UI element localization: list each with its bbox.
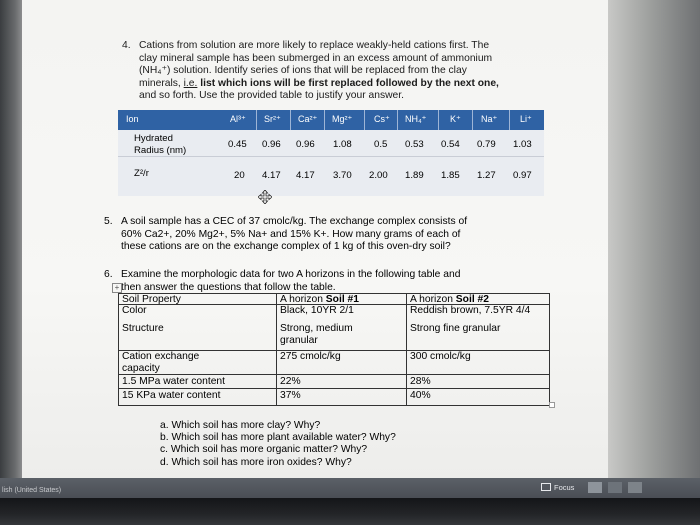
sub-questions-list — [160, 420, 396, 469]
ion-header-cell: K⁺ — [450, 114, 461, 124]
list-item: b. Which soil has more plant available water? Why? — [160, 432, 396, 444]
list-item: d. Which soil has more iron oxides? Why? — [160, 456, 352, 468]
z2r-cell: 4.17 — [262, 170, 281, 181]
property-cell: 15 KPa water content — [122, 390, 221, 401]
question-number: 4. — [122, 40, 131, 51]
ion-header-cell: Na⁺ — [481, 114, 498, 124]
soil1-cell: 275 cmolc/kg — [280, 351, 341, 362]
radius-cell: 0.54 — [441, 139, 460, 150]
question-text-line: A soil sample has a CEC of 37 cmolc/kg. The exchange complex consists of — [121, 216, 468, 227]
monitor-bezel-right — [608, 0, 700, 480]
radius-cell: 0.5 — [374, 139, 388, 150]
z2r-cell: 2.00 — [369, 170, 388, 181]
radius-cell: 0.53 — [405, 139, 424, 150]
question-text-line: (NH₄⁺) solution. Identify series of ions that will be replaced from the clay — [139, 65, 467, 77]
soil-table — [118, 293, 550, 406]
z2r-cell: 3.70 — [333, 170, 352, 181]
radius-cell: 0.79 — [477, 139, 496, 150]
question-number: 5. — [104, 216, 113, 227]
soil2-cell: 300 cmolc/kg — [410, 351, 471, 362]
focus-button[interactable] — [537, 482, 578, 494]
ion-header-cell: Li⁺ — [520, 114, 532, 124]
table-resize-handle[interactable] — [549, 402, 555, 408]
radius-cell: 0.96 — [296, 139, 315, 150]
monitor-bezel-left — [0, 0, 22, 480]
print-layout-icon[interactable] — [588, 482, 602, 493]
radius-cell: 0.45 — [228, 139, 247, 150]
soil2-cell: 28% — [410, 376, 431, 387]
question-text-line: clay mineral sample has been submerged in an excess amount of ammonium — [139, 52, 493, 64]
header-soil-2 — [410, 294, 489, 306]
ion-header-cell: Sr²⁺ — [264, 114, 281, 124]
header-bold: Soil #2 — [455, 294, 489, 305]
property-cell: Cation exchange capacity — [122, 351, 200, 374]
radius-cell: 0.96 — [262, 139, 281, 150]
property-cell: 1.5 MPa water content — [122, 376, 226, 387]
header-soil-1 — [280, 294, 359, 306]
header-text: A horizon — [280, 294, 326, 305]
radius-cell: 1.08 — [333, 139, 352, 150]
focus-icon — [541, 483, 551, 491]
soil2-cell: Reddish brown, 7.5YR 4/4 — [410, 305, 531, 316]
soil1-cell: Black, 10YR 2/1 — [280, 305, 354, 316]
row-label-ion: Ion — [126, 114, 139, 124]
z2r-cell: 1.85 — [441, 170, 460, 181]
question-text-line: these cations are on the exchange complex of 1 kg of this oven-dry soil? — [121, 241, 451, 253]
soil1-cell: 22% — [280, 376, 301, 387]
text-run: minerals, — [139, 77, 184, 89]
question-text-line: and so forth. Use the provided table to justify your answer. — [139, 90, 405, 102]
focus-label: Focus — [554, 483, 575, 492]
table-move-handle-icon[interactable]: + — [112, 283, 122, 293]
z2r-cell: 4.17 — [296, 170, 315, 181]
soil2-cell: Strong fine granular — [410, 323, 501, 334]
bold-instruction: list which ions will be first replaced followed by the next one, — [197, 77, 499, 89]
read-mode-icon[interactable] — [628, 482, 642, 493]
question-text-line: 60% Ca2+, 20% Mg2+, 5% Na+ and 15% K+. How many grams of each of — [121, 228, 461, 240]
header-text: A horizon — [410, 294, 456, 305]
row-label-z2r: Z²/r — [134, 168, 149, 179]
radius-cell: 1.03 — [513, 139, 532, 150]
question-text-line: Cations from solution are more likely to replace weakly-held cations first. The — [139, 40, 490, 51]
property-cell: Structure — [122, 323, 164, 334]
header-bold: Soil #1 — [325, 294, 359, 305]
ion-header-cell: Ca²⁺ — [298, 114, 318, 124]
z2r-cell: 0.97 — [513, 170, 532, 181]
ion-header-cell: Cs⁺ — [374, 114, 390, 124]
z2r-cell: 1.27 — [477, 170, 496, 181]
question-text-line: Examine the morphologic data for two A horizons in the following table and — [121, 269, 461, 280]
property-cell: Color — [122, 305, 147, 316]
ie-abbrev: i.e. — [183, 77, 198, 89]
ion-header-cell: Al³⁺ — [230, 114, 246, 124]
list-item: a. Which soil has more clay? Why? — [160, 420, 321, 431]
z2r-cell: 20 — [234, 170, 245, 181]
soil1-cell: 37% — [280, 390, 301, 401]
move-cursor-icon — [258, 190, 272, 204]
language-indicator[interactable]: lish (United States) — [2, 487, 62, 494]
web-layout-icon[interactable] — [608, 482, 622, 493]
ion-table-header — [118, 110, 544, 130]
ion-header-cell: NH₄⁺ — [405, 114, 427, 124]
ion-table — [118, 110, 544, 196]
question-text-line — [139, 78, 558, 91]
question-number: 6. — [104, 269, 113, 280]
question-text-line: then answer the questions that follow the table. — [121, 281, 336, 293]
monitor-bezel-bottom — [0, 498, 700, 525]
soil2-cell: 40% — [410, 390, 431, 401]
header-soil-property: Soil Property — [122, 294, 181, 305]
row-divider — [118, 156, 544, 157]
z2r-cell: 1.89 — [405, 170, 424, 181]
soil1-cell: Strong, medium granular — [280, 323, 353, 346]
ion-header-cell: Mg²⁺ — [332, 114, 353, 124]
ion-table-body — [118, 130, 544, 196]
row-label-hydrated-radius: Hydrated Radius (nm) — [134, 133, 187, 156]
list-item: c. Which soil has more organic matter? Why? — [160, 444, 368, 456]
